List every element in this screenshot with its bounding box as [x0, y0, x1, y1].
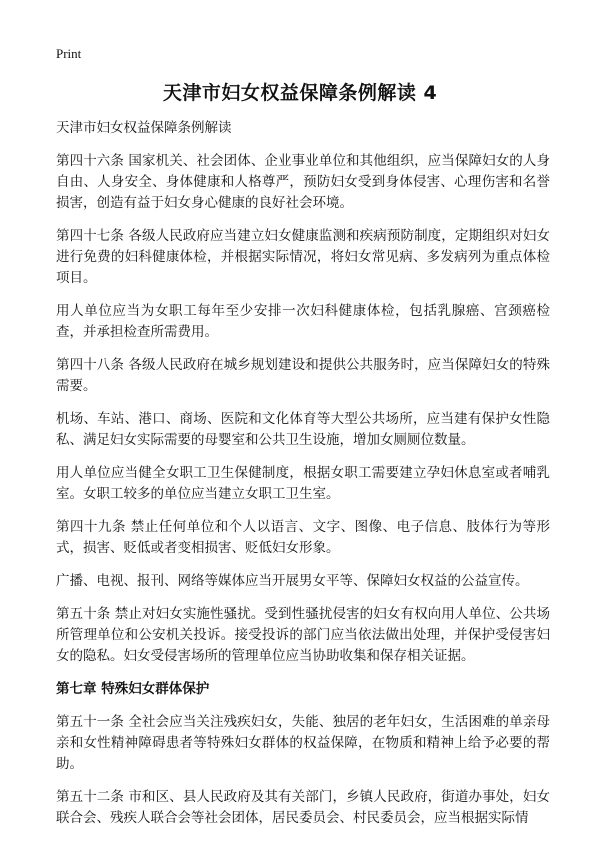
article-47-paragraph-2: 用人单位应当为女职工每年至少安排一次妇科健康体检，包括乳腺癌、宫颈癌检查，并承担检查所需费用。: [56, 303, 550, 340]
article-51: 第五十一条 全社会应当关注残疾妇女，失能、独居的老年妇女，生活困难的单亲母亲和女性精神障碍患者等特殊妇女群体的权益保障，在物质和精神上给予必要的帮助。: [56, 714, 550, 772]
document-subtitle: 天津市妇女权益保障条例解读: [56, 120, 232, 136]
article-48: 第四十八条 各级人民政府在城乡规划建设和提供公共服务时，应当保障妇女的特殊需要。: [56, 357, 550, 394]
article-49: 第四十九条 禁止任何单位和个人以语言、文字、图像、电子信息、肢体行为等形式，损害、贬低或者变相损害、贬低妇女形象。: [56, 519, 550, 556]
print-label: Print: [56, 46, 82, 61]
article-47: 第四十七条 各级人民政府应当建立妇女健康监测和疾病预防制度，定期组织对妇女进行免费的妇科健康体检，并根据实际情况，将妇女常见病、多发病列为重点体检项目。: [56, 228, 550, 286]
article-46: 第四十六条 国家机关、社会团体、企业事业单位和其他组织，应当保障妇女的人身自由、人身安全、身体健康和人格尊严，预防妇女受到身体侵害、心理伤害和名誉损害，创造有益于妇女身心健康的良好社会环境。: [56, 153, 550, 211]
chapter-heading: 第七章 特殊妇女群体保护: [56, 681, 210, 697]
document-title: 天津市妇女权益保障条例解读 4: [162, 82, 438, 104]
article-50: 第五十条 禁止对妇女实施性骚扰。受到性骚扰侵害的妇女有权向用人单位、公共场所管理单位和公安机关投诉。接受投诉的部门应当依法做出处理，并保护受侵害妇女的隐私。妇女受侵害场所的管理单位应当协助收集和保存相关证据。: [56, 606, 550, 664]
article-49-paragraph-2: 广播、电视、报刊、网络等媒体应当开展男女平等、保障妇女权益的公益宣传。: [56, 573, 529, 589]
article-52: 第五十二条 市和区、县人民政府及其有关部门，乡镇人民政府，街道办事处，妇女联合会、残疾人联合会等社会团体，居民委员会、村民委员会，应当根据实际情: [56, 789, 550, 826]
article-48-paragraph-2: 机场、车站、港口、商场、医院和文化体育等大型公共场所，应当建有保护女性隐私、满足妇女实际需要的母婴室和公共卫生设施，增加女厕厕位数量。: [56, 411, 550, 448]
document-body: [56, 118, 550, 841]
article-48-paragraph-3: 用人单位应当健全女职工卫生保健制度，根据女职工需要建立孕妇休息室或者哺乳室。女职工较多的单位应当建立女职工卫生室。: [56, 465, 550, 502]
